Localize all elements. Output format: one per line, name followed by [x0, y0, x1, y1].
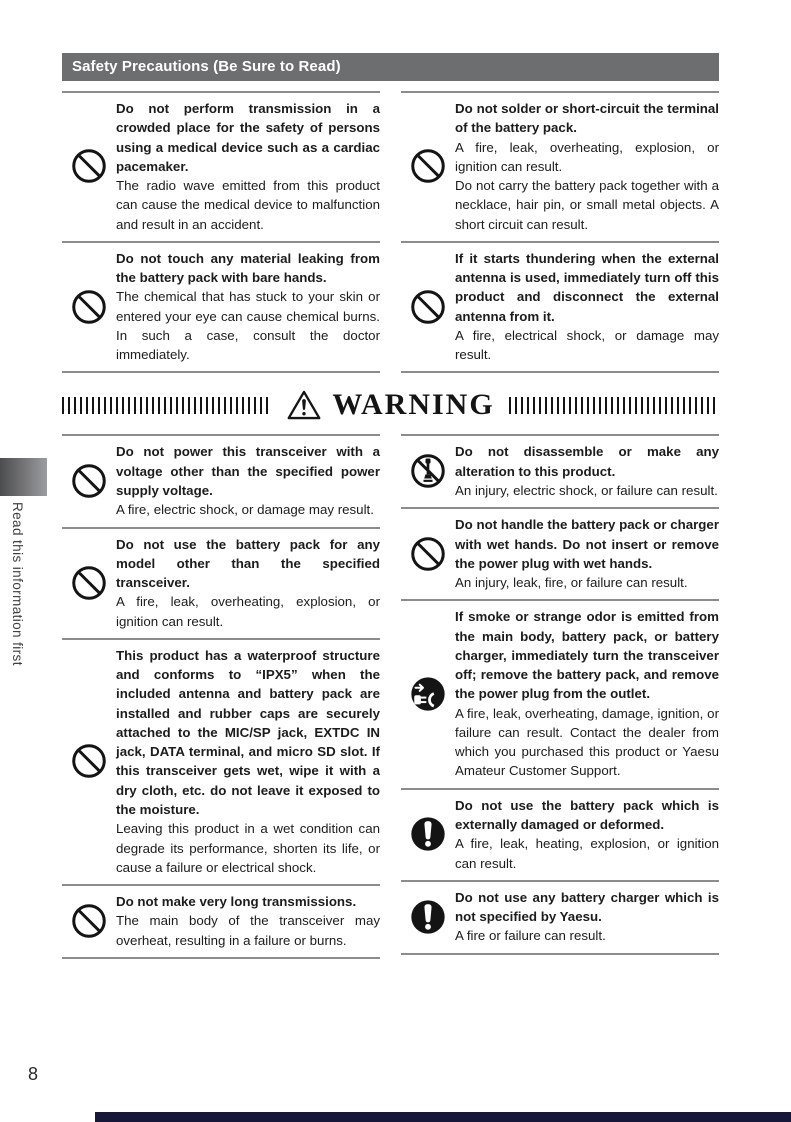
safety-block-heading: Do not solder or short-circuit the terminal of the battery pack.: [455, 101, 719, 136]
safety-block: [401, 507, 719, 599]
safety-block-body: The chemical that has stuck to your skin or entered your eye can cause chemical burns. In such a case, consult the doctor immediately.: [116, 289, 380, 363]
safety-block-text: [455, 249, 719, 365]
safety-block-body: Leaving this product in a wet condition can degrade its performance, shorten its life, or cause a failure or electrical shock.: [116, 821, 380, 875]
prohibition-icon: [62, 146, 116, 186]
prohibition-icon: [62, 287, 116, 327]
prohibition-icon: [401, 287, 455, 327]
safety-block-text: [455, 99, 719, 234]
warning-column-right: [401, 434, 719, 954]
safety-block-heading: This product has a waterproof structure and conforms to “IPX5” when the included antenna and battery pack are installed and rubber caps are securely attached to the MIC/SP jack, EXTDC IN jack, DATA terminal, and micro SD slot. If this transceiver gets wet, wipe it with a dry cloth, etc. do not leave it exposed to the moisture.: [116, 647, 380, 817]
safety-block-heading: Do not handle the battery pack or charger with wet hands. Do not insert or remove the power plug with wet hands.: [455, 517, 719, 571]
safety-block-text: [116, 646, 380, 877]
caution-column-left: [62, 91, 380, 373]
no-disassembly-icon: [401, 451, 455, 491]
safety-block-body: A fire, leak, overheating, damage, ignition, or failure can result. Contact the dealer from which you purchased this product or Yaesu Amateur Customer Support.: [455, 705, 719, 779]
safety-block-body: The main body of the transceiver may overheat, resulting in a failure or burns.: [116, 913, 380, 948]
safety-block: [401, 241, 719, 374]
warning-section: [62, 434, 719, 958]
safety-block-body: The radio wave emitted from this product can cause the medical device to malfunction and result in an accident.: [116, 178, 380, 232]
safety-block-body: A fire, leak, overheating, explosion, or ignition can result.: [455, 139, 719, 174]
safety-block-heading: Do not perform transmission in a crowded place for the safety of persons using a medical device such as a cardiac pacemaker.: [116, 101, 380, 174]
warning-banner: [62, 387, 719, 423]
safety-block-text: [116, 442, 380, 519]
page-number: 8: [28, 1064, 39, 1084]
caution-section: [62, 91, 719, 373]
prohibition-icon: [401, 534, 455, 574]
warning-triangle-icon: [286, 389, 322, 421]
safety-block: [62, 884, 380, 959]
safety-block: [401, 788, 719, 880]
safety-block-body: A fire, leak, overheating, explosion, or ignition can result.: [116, 594, 380, 629]
safety-block-body: A fire or failure can result.: [455, 928, 606, 944]
chapter-tab: [0, 458, 47, 496]
safety-block-body: An injury, leak, fire, or failure can result.: [455, 575, 688, 591]
hatch-left: [62, 397, 272, 414]
safety-block: [62, 638, 380, 884]
safety-block: [62, 241, 380, 374]
safety-block-heading: Do not touch any material leaking from the battery pack with bare hands.: [116, 250, 380, 286]
safety-block: [401, 434, 719, 507]
safety-block-text: [116, 249, 380, 365]
safety-block-text: [455, 607, 719, 780]
footer-bar: [95, 1112, 791, 1122]
safety-block: [62, 91, 380, 241]
prohibition-icon: [401, 146, 455, 186]
safety-block-body: A fire, electric shock, or damage may result.: [116, 502, 374, 518]
prohibition-icon: [62, 563, 116, 603]
page-content: [62, 53, 719, 959]
safety-block-heading: If it starts thundering when the external antenna is used, immediately turn off this product and disconnect the external antenna from it.: [455, 250, 719, 324]
safety-block-body: An injury, electric shock, or failure can result.: [455, 482, 718, 498]
mandatory-icon: [401, 814, 455, 854]
safety-block-heading: If smoke or strange odor is emitted from the main body, battery pack, or battery charger, immediately turn the transceiver off; remove the battery pack, and remove the power plug from the outlet.: [455, 609, 719, 702]
safety-block: [401, 599, 719, 787]
safety-block-heading: Do not use the battery pack for any model other than the specified transceiver.: [116, 536, 380, 591]
safety-block: [62, 434, 380, 526]
safety-block-body: Do not carry the battery pack together with a necklace, hair pin, or small metal objects. A short circuit can result.: [455, 178, 719, 232]
safety-block-text: [455, 442, 719, 500]
unplug-icon: [401, 674, 455, 714]
hatch-right: [509, 397, 719, 414]
prohibition-icon: [62, 901, 116, 941]
safety-block-heading: Do not use any battery charger which is not specified by Yaesu.: [455, 889, 719, 925]
section-header: [62, 53, 719, 81]
safety-block-text: [116, 535, 380, 631]
safety-block-text: [455, 515, 719, 592]
sidebar-vertical-label: Read this information first: [10, 502, 25, 666]
safety-block-heading: Do not disassemble or make any alteration to this product.: [455, 444, 719, 479]
prohibition-icon: [62, 741, 116, 781]
safety-block-text: [116, 892, 380, 950]
safety-block-heading: Do not use the battery pack which is externally damaged or deformed.: [455, 797, 719, 832]
safety-block-body: A fire, leak, heating, explosion, or ignition can result.: [455, 836, 719, 871]
warning-banner-label: WARNING: [332, 388, 495, 422]
section-header-title: Safety Precautions (Be Sure to Read): [72, 58, 341, 75]
safety-block-text: [455, 888, 719, 946]
safety-block-heading: Do not make very long transmissions.: [116, 894, 357, 910]
safety-block: [401, 880, 719, 955]
safety-block: [401, 91, 719, 241]
safety-block-text: [116, 99, 380, 234]
prohibition-icon: [62, 461, 116, 501]
safety-block-body: A fire, electrical shock, or damage may result.: [455, 327, 719, 363]
safety-block-heading: Do not power this transceiver with a voltage other than the specified power supply voltage.: [116, 444, 380, 498]
safety-block-text: [455, 796, 719, 873]
caution-column-right: [401, 91, 719, 373]
mandatory-icon: [401, 897, 455, 937]
safety-block: [62, 527, 380, 638]
warning-column-left: [62, 434, 380, 958]
